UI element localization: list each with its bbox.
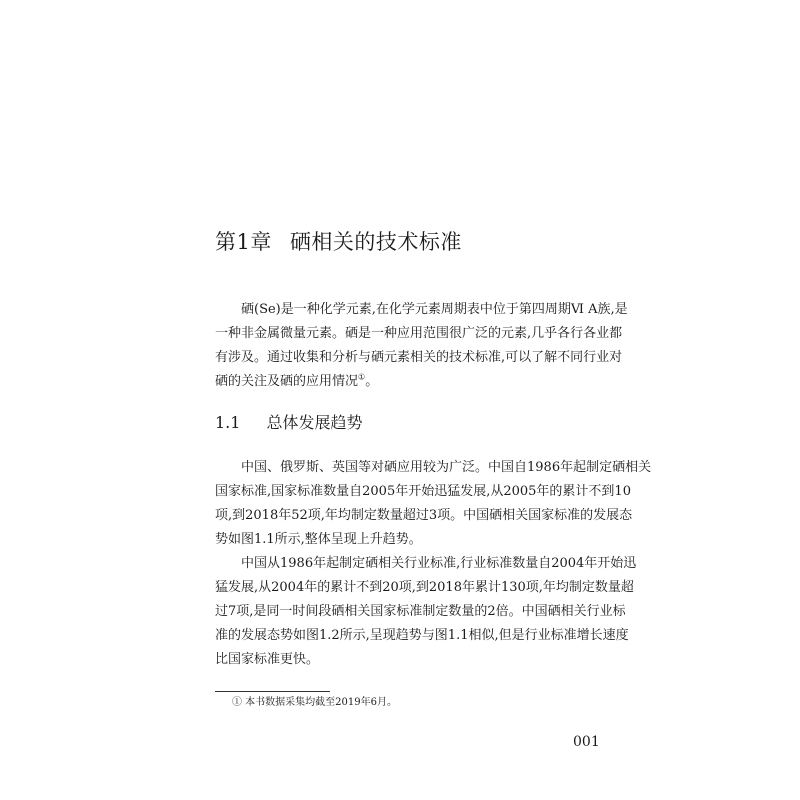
para1-line: 势如图1.1所示,整体呈现上升趋势。 (215, 532, 422, 547)
para2-line: 猛发展,从2004年的累计不到20项,到2018年累计130项,年均制定数量超 (215, 580, 634, 595)
intro-line: 有涉及。通过收集和分析与硒元素相关的技术标准,可以了解不同行业对 (215, 350, 623, 365)
para2-line: 中国从1986年起制定硒相关行业标准,行业标准数量自2004年开始迅 (241, 556, 637, 571)
intro-line-text: 硒的关注及硒的应用情况 (215, 374, 359, 389)
para1-line: 项,到2018年52项,年均制定数量超过3项。中国硒相关国家标准的发展态 (215, 508, 633, 523)
footnote-reference[interactable]: ① (358, 372, 366, 382)
para2-line: 过7项,是同一时间段硒相关国家标准制定数量的2倍。中国硒相关行业标 (215, 604, 626, 619)
section-number: 1.1 (215, 413, 241, 432)
chapter-title (215, 228, 615, 256)
intro-line: 一种非金属微量元素。硒是一种应用范围很广泛的元素,几乎各行各业都 (215, 326, 623, 341)
intro-line-end: 。 (365, 374, 379, 389)
footnote-text: ① 本书数据采集均截至2019年6月。 (232, 697, 397, 708)
para1-line: 国家标准,国家标准数量自2005年开始迅猛发展,从2005年的累计不到10 (215, 484, 631, 499)
section-heading (215, 412, 515, 434)
chapter-title-text: 硒相关的技术标准 (289, 230, 462, 254)
page-number: 001 (573, 734, 600, 750)
chapter-label: 第1章 (215, 230, 272, 254)
para1-line: 中国、俄罗斯、英国等对硒应用较为广泛。中国自1986年起制定硒相关 (241, 460, 652, 475)
para2-line: 准的发展态势如图1.2所示,呈现趋势与图1.1相似,但是行业标准增长速度 (215, 628, 629, 643)
footnote-divider (215, 691, 330, 692)
para2-line: 比国家标准更快。 (215, 652, 320, 667)
section-title-text: 总体发展趋势 (266, 413, 363, 432)
intro-line: 硒(Se)是一种化学元素,在化学元素周期表中位于第四周期Ⅵ A族,是 (241, 302, 628, 317)
intro-line-last (215, 370, 605, 394)
